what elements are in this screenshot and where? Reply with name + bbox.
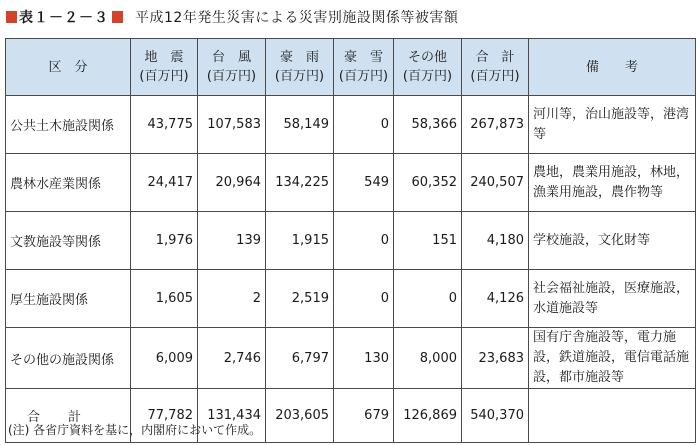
header-unit: (百万円) [402,69,453,84]
table-row [6,96,696,154]
row-category: 農林水産業関係 [6,154,131,212]
total-heavy-snow: 679 [334,389,394,443]
header-heavy-snow [334,39,394,96]
cell-other: 60,352 [394,154,462,212]
table-row [6,212,696,270]
cell-heavy-rain: 58,149 [266,96,334,154]
cell-heavy-rain: 1,915 [266,212,334,270]
cell-heavy-rain: 6,797 [266,328,334,389]
cell-earthquake: 6,009 [131,328,198,389]
cell-total: 23,683 [462,328,529,389]
cell-total: 240,507 [462,154,529,212]
header-label: 豪 雪 [343,50,383,65]
cell-typhoon: 139 [198,212,266,270]
table-row [6,328,696,389]
header-label: 区 分 [48,59,88,75]
cell-other: 151 [394,212,462,270]
header-unit: (百万円) [274,69,325,84]
cell-typhoon: 107,583 [198,96,266,154]
cell-remarks: 国有庁舎施設等，電力施設，鉄道施設，電信電話施設，都市施設等 [529,328,696,389]
header-remarks [529,39,696,96]
table-row [6,270,696,328]
header-heavy-rain [266,39,334,96]
cell-heavy-snow: 0 [334,212,394,270]
total-remarks [529,389,696,443]
header-label: 地 震 [144,50,184,65]
cell-other: 0 [394,270,462,328]
table-row [6,154,696,212]
cell-heavy-snow: 549 [334,154,394,212]
header-label: 豪 雨 [279,50,319,65]
header-earthquake [131,39,198,96]
row-category: 厚生施設関係 [6,270,131,328]
header-label: 合 計 [475,50,515,65]
total-total: 540,370 [462,389,529,443]
total-other: 126,869 [394,389,462,443]
cell-total: 4,180 [462,212,529,270]
cell-remarks: 農地，農業用施設，林地，漁業用施設，農作物等 [529,154,696,212]
cell-heavy-snow: 0 [334,270,394,328]
header-total [462,39,529,96]
cell-earthquake: 1,976 [131,212,198,270]
row-category: 公共土木施設関係 [6,96,131,154]
red-square-icon [112,11,123,23]
header-unit: (百万円) [470,69,520,84]
cell-remarks: 河川等，治山施設等，港湾等 [529,96,696,154]
cell-total: 4,126 [462,270,529,328]
cell-heavy-rain: 134,225 [266,154,334,212]
cell-typhoon: 20,964 [198,154,266,212]
total-label: 合計 [6,389,131,443]
total-heavy-rain: 203,605 [266,389,334,443]
total-typhoon: 131,434 [198,389,266,443]
cell-typhoon: 2,746 [198,328,266,389]
header-label: 台 風 [211,50,251,65]
cell-other: 8,000 [394,328,462,389]
damage-table [5,38,696,443]
cell-earthquake: 43,775 [131,96,198,154]
cell-earthquake: 1,605 [131,270,198,328]
header-label: 備 考 [585,59,638,75]
header-label: その他 [407,50,447,65]
cell-other: 58,366 [394,96,462,154]
cell-total: 267,873 [462,96,529,154]
footnote: (注) 各省庁資料を基に，内閣府において作成。 [8,423,262,437]
header-other [394,39,462,96]
cell-heavy-rain: 2,519 [266,270,334,328]
header-unit: (百万円) [206,69,257,84]
table-title [6,6,458,28]
cell-heavy-snow: 0 [334,96,394,154]
red-square-icon [6,11,17,23]
header-row [6,39,696,96]
header-typhoon [198,39,266,96]
cell-remarks: 学校施設，文化財等 [529,212,696,270]
header-category [6,39,131,96]
row-category: その他の施設関係 [6,328,131,389]
cell-remarks: 社会福祉施設，医療施設，水道施設等 [529,270,696,328]
header-unit: (百万円) [338,69,389,84]
cell-heavy-snow: 130 [334,328,394,389]
table-label: 表１－２－３ [19,10,109,26]
cell-earthquake: 24,417 [131,154,198,212]
header-unit: (百万円) [139,69,189,84]
title-text: 平成12年発生災害による災害別施設関係等被害額 [135,10,459,26]
total-earthquake: 77,782 [131,389,198,443]
row-category: 文教施設等関係 [6,212,131,270]
cell-typhoon: 2 [198,270,266,328]
